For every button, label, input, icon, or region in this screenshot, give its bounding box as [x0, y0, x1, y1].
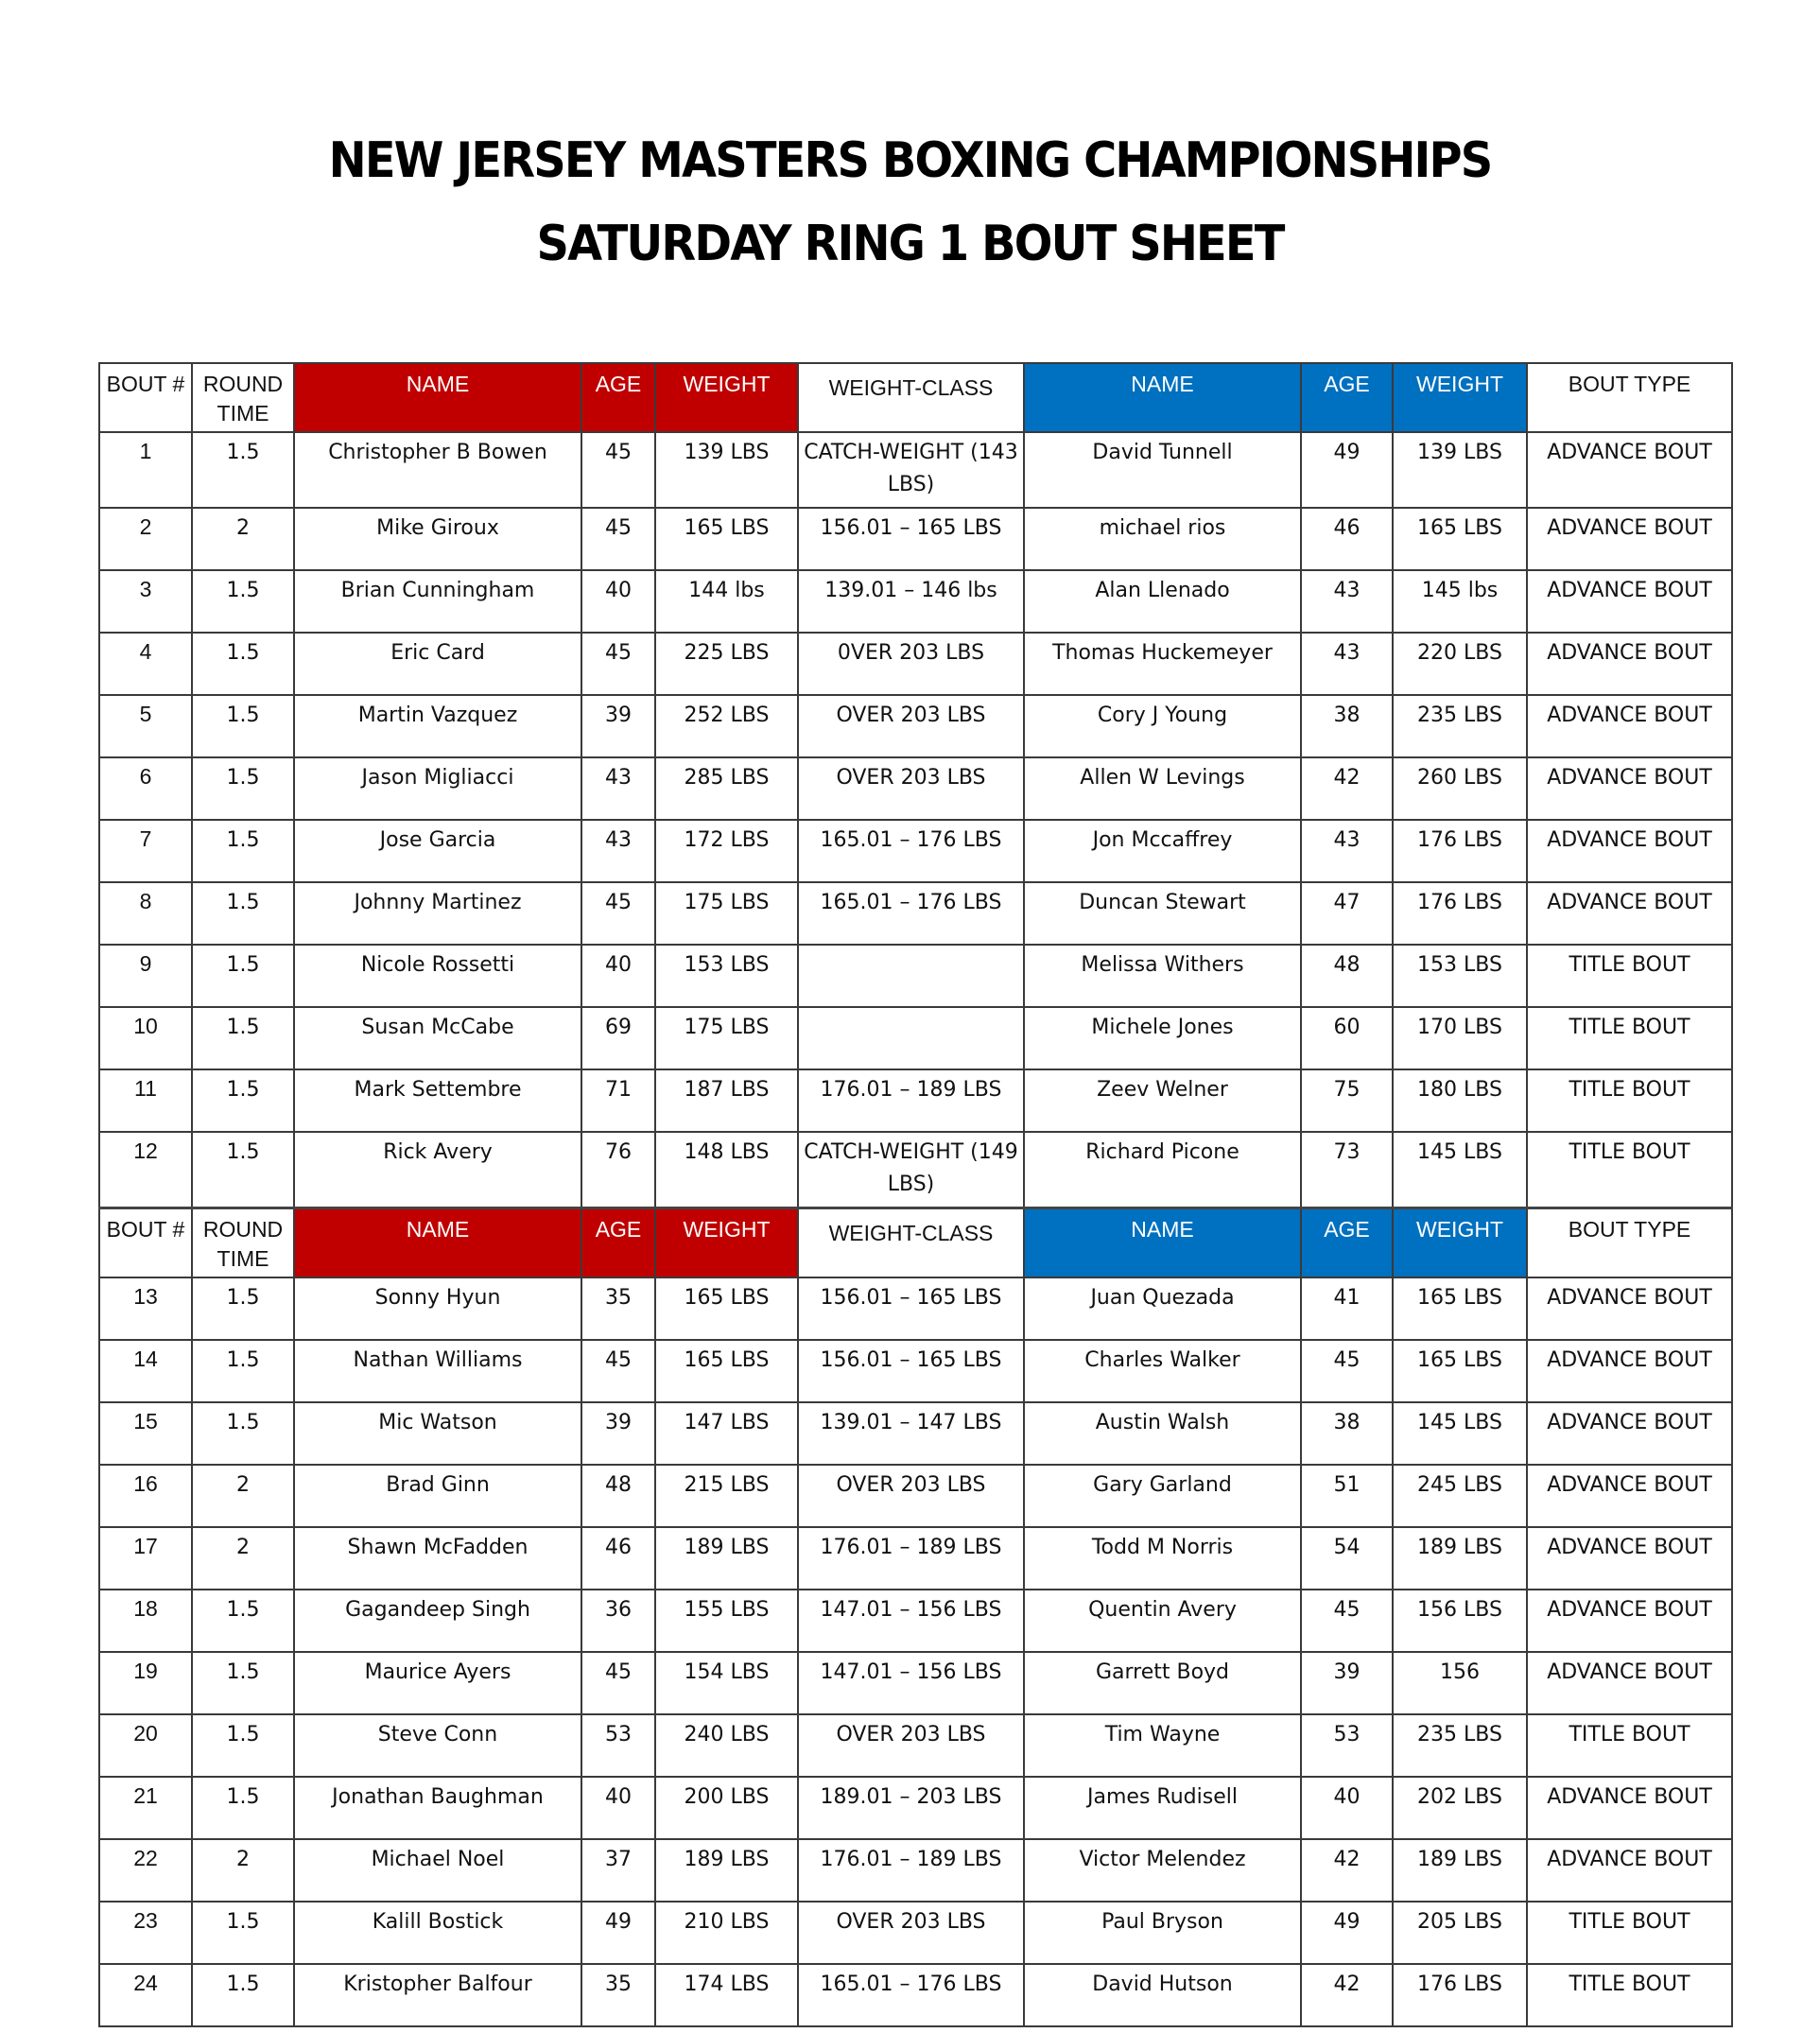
blue-name-cell: Duncan Stewart: [1024, 882, 1301, 945]
bout-type-cell: ADVANCE BOUT: [1527, 570, 1732, 633]
red-age-cell: 43: [581, 757, 655, 820]
red-age-cell: 76: [581, 1132, 655, 1208]
weight-class-cell: 139.01 – 146 lbs: [798, 570, 1024, 633]
red-name-cell: Nathan Williams: [294, 1340, 581, 1402]
red-weight-cell: 153 LBS: [655, 945, 798, 1007]
bout-type-cell: TITLE BOUT: [1527, 945, 1732, 1007]
bout-type-cell: ADVANCE BOUT: [1527, 432, 1732, 508]
blue-age-cell: 42: [1301, 1839, 1393, 1902]
red-age-cell: 35: [581, 1964, 655, 2026]
red-weight-cell: 285 LBS: [655, 757, 798, 820]
bout-number-cell: 22: [99, 1839, 192, 1902]
table-row: [99, 820, 1732, 882]
header-red-age: AGE: [581, 363, 655, 432]
header-bout-number: BOUT #: [99, 1208, 192, 1278]
bout-type-cell: ADVANCE BOUT: [1527, 633, 1732, 695]
red-name-cell: Mike Giroux: [294, 508, 581, 570]
red-name-cell: Michael Noel: [294, 1839, 581, 1902]
bout-number-cell: 10: [99, 1007, 192, 1069]
blue-weight-cell: 165 LBS: [1393, 508, 1527, 570]
red-weight-cell: 165 LBS: [655, 508, 798, 570]
bout-number-cell: 19: [99, 1652, 192, 1714]
blue-name-cell: Richard Picone: [1024, 1132, 1301, 1208]
round-time-cell: 1.5: [192, 882, 294, 945]
blue-name-cell: michael rios: [1024, 508, 1301, 570]
red-name-cell: Johnny Martinez: [294, 882, 581, 945]
page-subtitle: SATURDAY RING 1 BOUT SHEET: [536, 216, 1284, 272]
weight-class-cell: 176.01 – 189 LBS: [798, 1839, 1024, 1902]
header-weight-class: WEIGHT-CLASS: [798, 363, 1024, 432]
header-red-name: NAME: [294, 1208, 581, 1278]
red-age-cell: 39: [581, 1402, 655, 1465]
blue-name-cell: David Tunnell: [1024, 432, 1301, 508]
red-name-cell: Steve Conn: [294, 1714, 581, 1777]
blue-age-cell: 47: [1301, 882, 1393, 945]
red-weight-cell: 172 LBS: [655, 820, 798, 882]
page-title: NEW JERSEY MASTERS BOXING CHAMPIONSHIPS: [328, 132, 1492, 189]
weight-class-cell: 176.01 – 189 LBS: [798, 1069, 1024, 1132]
blue-age-cell: 39: [1301, 1652, 1393, 1714]
table-row: [99, 1902, 1732, 1964]
red-name-cell: Maurice Ayers: [294, 1652, 581, 1714]
page-header: [0, 132, 1820, 272]
red-age-cell: 36: [581, 1590, 655, 1652]
bout-number-cell: 4: [99, 633, 192, 695]
red-name-cell: Susan McCabe: [294, 1007, 581, 1069]
red-weight-cell: 175 LBS: [655, 1007, 798, 1069]
red-weight-cell: 154 LBS: [655, 1652, 798, 1714]
red-name-cell: Gagandeep Singh: [294, 1590, 581, 1652]
blue-name-cell: James Rudisell: [1024, 1777, 1301, 1839]
bout-type-cell: ADVANCE BOUT: [1527, 1340, 1732, 1402]
red-weight-cell: 187 LBS: [655, 1069, 798, 1132]
table-row: [99, 757, 1732, 820]
blue-weight-cell: 165 LBS: [1393, 1277, 1527, 1340]
red-age-cell: 49: [581, 1902, 655, 1964]
round-time-cell: 2: [192, 1527, 294, 1590]
table-row: [99, 882, 1732, 945]
table-row: [99, 1340, 1732, 1402]
blue-name-cell: Allen W Levings: [1024, 757, 1301, 820]
blue-age-cell: 38: [1301, 1402, 1393, 1465]
red-weight-cell: 200 LBS: [655, 1777, 798, 1839]
header-red-weight: WEIGHT: [655, 1208, 798, 1278]
round-time-cell: 1.5: [192, 1069, 294, 1132]
table-row: [99, 570, 1732, 633]
round-time-cell: 2: [192, 1839, 294, 1902]
round-time-cell: 1.5: [192, 1340, 294, 1402]
bout-type-cell: TITLE BOUT: [1527, 1069, 1732, 1132]
round-time-cell: 1.5: [192, 570, 294, 633]
bout-number-cell: 2: [99, 508, 192, 570]
blue-weight-cell: 153 LBS: [1393, 945, 1527, 1007]
header-weight-class: WEIGHT-CLASS: [798, 1208, 1024, 1278]
blue-name-cell: Victor Melendez: [1024, 1839, 1301, 1902]
round-time-cell: 1.5: [192, 820, 294, 882]
bout-type-cell: ADVANCE BOUT: [1527, 1402, 1732, 1465]
blue-weight-cell: 156: [1393, 1652, 1527, 1714]
red-age-cell: 37: [581, 1839, 655, 1902]
red-name-cell: Kalill Bostick: [294, 1902, 581, 1964]
blue-weight-cell: 139 LBS: [1393, 432, 1527, 508]
blue-weight-cell: 260 LBS: [1393, 757, 1527, 820]
blue-weight-cell: 189 LBS: [1393, 1839, 1527, 1902]
weight-class-cell: CATCH-WEIGHT (149 LBS): [798, 1132, 1024, 1208]
blue-age-cell: 43: [1301, 633, 1393, 695]
red-name-cell: Jason Migliacci: [294, 757, 581, 820]
header-bout-number: BOUT #: [99, 363, 192, 432]
red-age-cell: 71: [581, 1069, 655, 1132]
red-weight-cell: 155 LBS: [655, 1590, 798, 1652]
header-blue-weight: WEIGHT: [1393, 363, 1527, 432]
blue-age-cell: 41: [1301, 1277, 1393, 1340]
header-row: [99, 363, 1732, 432]
bout-number-cell: 1: [99, 432, 192, 508]
weight-class-cell: OVER 203 LBS: [798, 1714, 1024, 1777]
bout-number-cell: 21: [99, 1777, 192, 1839]
red-name-cell: Brad Ginn: [294, 1465, 581, 1527]
red-weight-cell: 139 LBS: [655, 432, 798, 508]
blue-weight-cell: 180 LBS: [1393, 1069, 1527, 1132]
header-round-time: ROUND TIME: [192, 1208, 294, 1278]
red-name-cell: Brian Cunningham: [294, 570, 581, 633]
table-row: [99, 695, 1732, 757]
bout-number-cell: 9: [99, 945, 192, 1007]
red-name-cell: Martin Vazquez: [294, 695, 581, 757]
weight-class-cell: [798, 945, 1024, 1007]
weight-class-cell: 176.01 – 189 LBS: [798, 1527, 1024, 1590]
blue-weight-cell: 235 LBS: [1393, 1714, 1527, 1777]
blue-name-cell: Juan Quezada: [1024, 1277, 1301, 1340]
blue-name-cell: Tim Wayne: [1024, 1714, 1301, 1777]
bout-number-cell: 12: [99, 1132, 192, 1208]
header-row: [99, 1208, 1732, 1278]
bout-type-cell: ADVANCE BOUT: [1527, 695, 1732, 757]
blue-weight-cell: 165 LBS: [1393, 1340, 1527, 1402]
blue-weight-cell: 176 LBS: [1393, 820, 1527, 882]
red-weight-cell: 189 LBS: [655, 1839, 798, 1902]
blue-age-cell: 40: [1301, 1777, 1393, 1839]
blue-name-cell: Jon Mccaffrey: [1024, 820, 1301, 882]
table-row: [99, 1652, 1732, 1714]
round-time-cell: 1.5: [192, 432, 294, 508]
bout-type-cell: ADVANCE BOUT: [1527, 508, 1732, 570]
blue-age-cell: 49: [1301, 1902, 1393, 1964]
weight-class-cell: 0VER 203 LBS: [798, 633, 1024, 695]
red-weight-cell: 189 LBS: [655, 1527, 798, 1590]
red-name-cell: Shawn McFadden: [294, 1527, 581, 1590]
header-red-age: AGE: [581, 1208, 655, 1278]
weight-class-cell: OVER 203 LBS: [798, 1902, 1024, 1964]
round-time-cell: 1.5: [192, 1652, 294, 1714]
blue-name-cell: Alan Llenado: [1024, 570, 1301, 633]
red-weight-cell: 225 LBS: [655, 633, 798, 695]
red-age-cell: 46: [581, 1527, 655, 1590]
bout-type-cell: ADVANCE BOUT: [1527, 820, 1732, 882]
bout-number-cell: 11: [99, 1069, 192, 1132]
round-time-cell: 1.5: [192, 1132, 294, 1208]
round-time-cell: 2: [192, 508, 294, 570]
blue-age-cell: 60: [1301, 1007, 1393, 1069]
blue-name-cell: Todd M Norris: [1024, 1527, 1301, 1590]
bout-number-cell: 14: [99, 1340, 192, 1402]
bout-type-cell: ADVANCE BOUT: [1527, 1590, 1732, 1652]
round-time-cell: 1.5: [192, 757, 294, 820]
red-age-cell: 39: [581, 695, 655, 757]
blue-name-cell: Charles Walker: [1024, 1340, 1301, 1402]
weight-class-cell: 156.01 – 165 LBS: [798, 1340, 1024, 1402]
table-row: [99, 1277, 1732, 1340]
blue-age-cell: 46: [1301, 508, 1393, 570]
red-weight-cell: 175 LBS: [655, 882, 798, 945]
red-name-cell: Rick Avery: [294, 1132, 581, 1208]
bout-type-cell: TITLE BOUT: [1527, 1714, 1732, 1777]
table-row: [99, 1132, 1732, 1208]
blue-weight-cell: 176 LBS: [1393, 882, 1527, 945]
round-time-cell: 2: [192, 1465, 294, 1527]
blue-age-cell: 54: [1301, 1527, 1393, 1590]
bout-sheet-table: [98, 362, 1733, 2027]
table-row: [99, 1590, 1732, 1652]
table-row: [99, 508, 1732, 570]
weight-class-cell: 156.01 – 165 LBS: [798, 508, 1024, 570]
header-red-weight: WEIGHT: [655, 363, 798, 432]
round-time-cell: 1.5: [192, 1277, 294, 1340]
red-age-cell: 40: [581, 570, 655, 633]
header-blue-name: NAME: [1024, 363, 1301, 432]
table-row: [99, 1714, 1732, 1777]
blue-age-cell: 73: [1301, 1132, 1393, 1208]
header-blue-name: NAME: [1024, 1208, 1301, 1278]
weight-class-cell: 165.01 – 176 LBS: [798, 820, 1024, 882]
bout-type-cell: TITLE BOUT: [1527, 1132, 1732, 1208]
red-age-cell: 48: [581, 1465, 655, 1527]
red-age-cell: 45: [581, 882, 655, 945]
header-red-name: NAME: [294, 363, 581, 432]
weight-class-cell: 156.01 – 165 LBS: [798, 1277, 1024, 1340]
weight-class-cell: 165.01 – 176 LBS: [798, 1964, 1024, 2026]
round-time-cell: 1.5: [192, 1964, 294, 2026]
bout-number-cell: 15: [99, 1402, 192, 1465]
header-round-time: ROUND TIME: [192, 363, 294, 432]
weight-class-cell: [798, 1007, 1024, 1069]
red-age-cell: 45: [581, 432, 655, 508]
table-row: [99, 1465, 1732, 1527]
weight-class-cell: 139.01 – 147 LBS: [798, 1402, 1024, 1465]
bout-number-cell: 17: [99, 1527, 192, 1590]
table-body: [99, 363, 1732, 2026]
table-row: [99, 1402, 1732, 1465]
red-name-cell: Mark Settembre: [294, 1069, 581, 1132]
round-time-cell: 1.5: [192, 1902, 294, 1964]
blue-age-cell: 42: [1301, 757, 1393, 820]
blue-name-cell: Gary Garland: [1024, 1465, 1301, 1527]
bout-number-cell: 24: [99, 1964, 192, 2026]
blue-name-cell: Melissa Withers: [1024, 945, 1301, 1007]
bout-number-cell: 7: [99, 820, 192, 882]
red-name-cell: Christopher B Bowen: [294, 432, 581, 508]
red-name-cell: Mic Watson: [294, 1402, 581, 1465]
round-time-cell: 1.5: [192, 1777, 294, 1839]
blue-age-cell: 51: [1301, 1465, 1393, 1527]
red-weight-cell: 148 LBS: [655, 1132, 798, 1208]
weight-class-cell: OVER 203 LBS: [798, 1465, 1024, 1527]
red-age-cell: 35: [581, 1277, 655, 1340]
header-blue-weight: WEIGHT: [1393, 1208, 1527, 1278]
table-row: [99, 1964, 1732, 2026]
table-row: [99, 1527, 1732, 1590]
bout-type-cell: ADVANCE BOUT: [1527, 757, 1732, 820]
round-time-cell: 1.5: [192, 633, 294, 695]
red-name-cell: Jonathan Baughman: [294, 1777, 581, 1839]
bout-number-cell: 16: [99, 1465, 192, 1527]
bout-number-cell: 6: [99, 757, 192, 820]
red-weight-cell: 165 LBS: [655, 1277, 798, 1340]
bout-number-cell: 18: [99, 1590, 192, 1652]
weight-class-cell: 189.01 – 203 LBS: [798, 1777, 1024, 1839]
header-blue-age: AGE: [1301, 363, 1393, 432]
red-age-cell: 43: [581, 820, 655, 882]
red-age-cell: 45: [581, 1340, 655, 1402]
red-weight-cell: 144 lbs: [655, 570, 798, 633]
red-age-cell: 69: [581, 1007, 655, 1069]
blue-weight-cell: 205 LBS: [1393, 1902, 1527, 1964]
bout-type-cell: TITLE BOUT: [1527, 1007, 1732, 1069]
weight-class-cell: 165.01 – 176 LBS: [798, 882, 1024, 945]
red-age-cell: 45: [581, 508, 655, 570]
round-time-cell: 1.5: [192, 1402, 294, 1465]
blue-name-cell: Austin Walsh: [1024, 1402, 1301, 1465]
blue-weight-cell: 202 LBS: [1393, 1777, 1527, 1839]
weight-class-cell: OVER 203 LBS: [798, 757, 1024, 820]
round-time-cell: 1.5: [192, 695, 294, 757]
blue-age-cell: 49: [1301, 432, 1393, 508]
bout-type-cell: TITLE BOUT: [1527, 1964, 1732, 2026]
red-weight-cell: 252 LBS: [655, 695, 798, 757]
red-name-cell: Sonny Hyun: [294, 1277, 581, 1340]
blue-weight-cell: 220 LBS: [1393, 633, 1527, 695]
header-bout-type: BOUT TYPE: [1527, 1208, 1732, 1278]
header-blue-age: AGE: [1301, 1208, 1393, 1278]
red-age-cell: 45: [581, 1652, 655, 1714]
blue-weight-cell: 189 LBS: [1393, 1527, 1527, 1590]
round-time-cell: 1.5: [192, 1714, 294, 1777]
red-name-cell: Kristopher Balfour: [294, 1964, 581, 2026]
blue-weight-cell: 235 LBS: [1393, 695, 1527, 757]
round-time-cell: 1.5: [192, 1007, 294, 1069]
weight-class-cell: 147.01 – 156 LBS: [798, 1590, 1024, 1652]
red-age-cell: 40: [581, 945, 655, 1007]
blue-age-cell: 45: [1301, 1340, 1393, 1402]
blue-name-cell: Cory J Young: [1024, 695, 1301, 757]
table-row: [99, 1777, 1732, 1839]
bout-type-cell: ADVANCE BOUT: [1527, 1652, 1732, 1714]
blue-name-cell: Quentin Avery: [1024, 1590, 1301, 1652]
bout-number-cell: 23: [99, 1902, 192, 1964]
blue-age-cell: 42: [1301, 1964, 1393, 2026]
weight-class-cell: 147.01 – 156 LBS: [798, 1652, 1024, 1714]
blue-name-cell: David Hutson: [1024, 1964, 1301, 2026]
table-row: [99, 1839, 1732, 1902]
red-weight-cell: 210 LBS: [655, 1902, 798, 1964]
blue-name-cell: Thomas Huckemeyer: [1024, 633, 1301, 695]
red-weight-cell: 174 LBS: [655, 1964, 798, 2026]
table-row: [99, 1007, 1732, 1069]
blue-age-cell: 43: [1301, 820, 1393, 882]
blue-weight-cell: 145 lbs: [1393, 570, 1527, 633]
blue-name-cell: Paul Bryson: [1024, 1902, 1301, 1964]
blue-age-cell: 38: [1301, 695, 1393, 757]
red-age-cell: 53: [581, 1714, 655, 1777]
red-age-cell: 40: [581, 1777, 655, 1839]
red-name-cell: Eric Card: [294, 633, 581, 695]
red-name-cell: Jose Garcia: [294, 820, 581, 882]
bout-type-cell: ADVANCE BOUT: [1527, 1277, 1732, 1340]
weight-class-cell: CATCH-WEIGHT (143 LBS): [798, 432, 1024, 508]
blue-age-cell: 43: [1301, 570, 1393, 633]
table-row: [99, 945, 1732, 1007]
blue-weight-cell: 145 LBS: [1393, 1132, 1527, 1208]
blue-age-cell: 75: [1301, 1069, 1393, 1132]
red-weight-cell: 215 LBS: [655, 1465, 798, 1527]
blue-age-cell: 45: [1301, 1590, 1393, 1652]
table-row: [99, 1069, 1732, 1132]
red-weight-cell: 240 LBS: [655, 1714, 798, 1777]
round-time-cell: 1.5: [192, 945, 294, 1007]
bout-type-cell: ADVANCE BOUT: [1527, 1839, 1732, 1902]
bout-type-cell: ADVANCE BOUT: [1527, 1527, 1732, 1590]
red-weight-cell: 147 LBS: [655, 1402, 798, 1465]
blue-weight-cell: 156 LBS: [1393, 1590, 1527, 1652]
bout-type-cell: TITLE BOUT: [1527, 1902, 1732, 1964]
red-name-cell: Nicole Rossetti: [294, 945, 581, 1007]
header-bout-type: BOUT TYPE: [1527, 363, 1732, 432]
bout-number-cell: 5: [99, 695, 192, 757]
blue-weight-cell: 176 LBS: [1393, 1964, 1527, 2026]
red-weight-cell: 165 LBS: [655, 1340, 798, 1402]
blue-age-cell: 48: [1301, 945, 1393, 1007]
table-row: [99, 432, 1732, 508]
blue-name-cell: Zeev Welner: [1024, 1069, 1301, 1132]
blue-weight-cell: 170 LBS: [1393, 1007, 1527, 1069]
bout-type-cell: ADVANCE BOUT: [1527, 882, 1732, 945]
round-time-cell: 1.5: [192, 1590, 294, 1652]
bout-type-cell: ADVANCE BOUT: [1527, 1777, 1732, 1839]
red-age-cell: 45: [581, 633, 655, 695]
weight-class-cell: OVER 203 LBS: [798, 695, 1024, 757]
bout-number-cell: 13: [99, 1277, 192, 1340]
bout-number-cell: 20: [99, 1714, 192, 1777]
blue-name-cell: Michele Jones: [1024, 1007, 1301, 1069]
bout-type-cell: ADVANCE BOUT: [1527, 1465, 1732, 1527]
table-row: [99, 633, 1732, 695]
bout-number-cell: 3: [99, 570, 192, 633]
blue-name-cell: Garrett Boyd: [1024, 1652, 1301, 1714]
blue-age-cell: 53: [1301, 1714, 1393, 1777]
bout-number-cell: 8: [99, 882, 192, 945]
blue-weight-cell: 145 LBS: [1393, 1402, 1527, 1465]
blue-weight-cell: 245 LBS: [1393, 1465, 1527, 1527]
